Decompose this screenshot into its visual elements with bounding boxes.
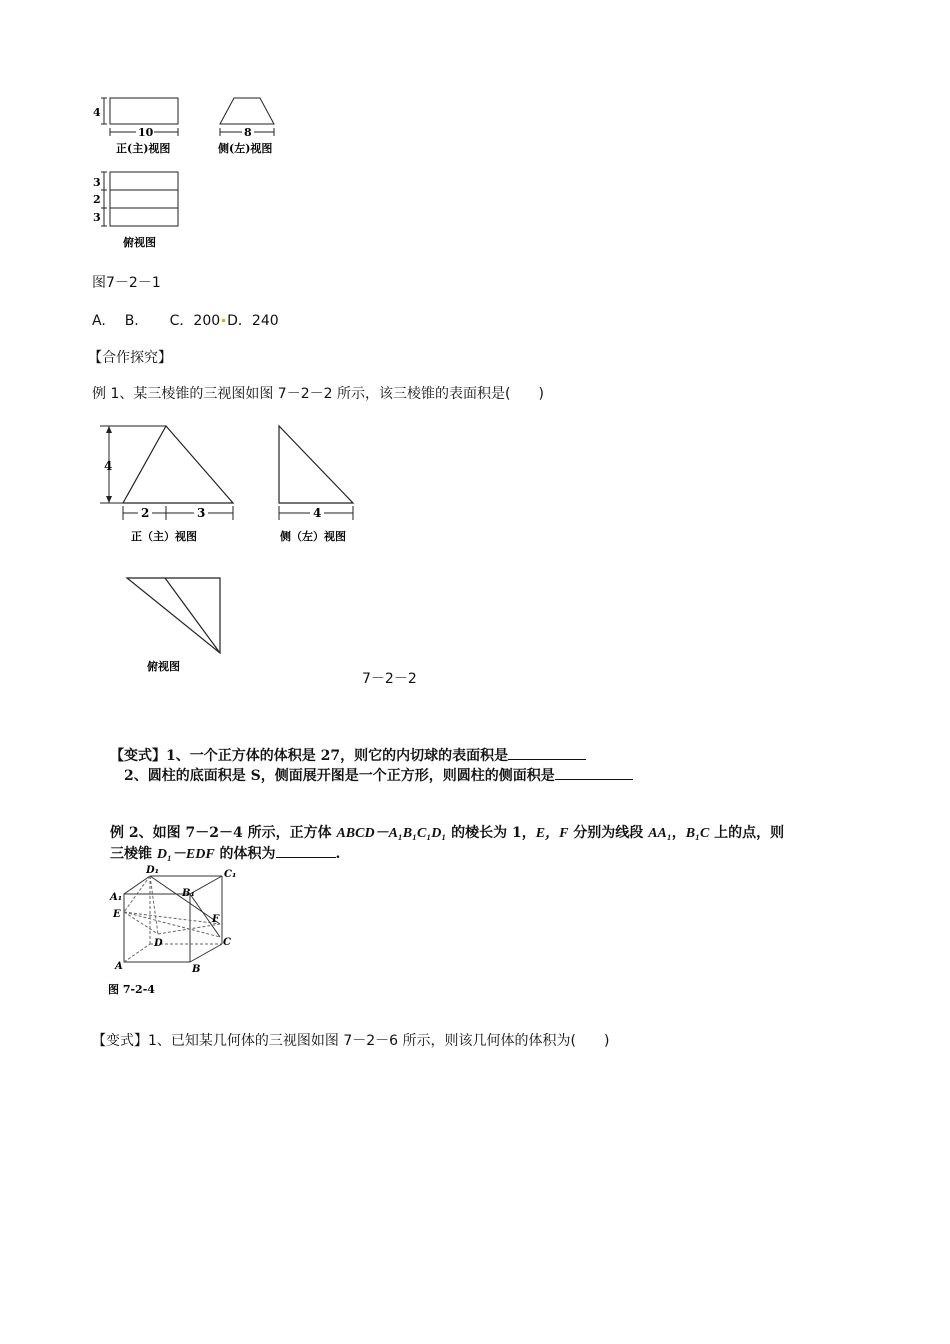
pt-F: F (212, 914, 220, 925)
e1-dim-a: 2 (141, 506, 150, 520)
e1-front-label: 正（主）视图 (131, 530, 197, 543)
fig1-dim-side: 8 (244, 126, 252, 139)
pt-B: B (192, 964, 201, 975)
pt-A1: A₁ (110, 892, 123, 903)
fig1-side-label: 侧(左)视图 (218, 142, 273, 155)
example2-line2: 三棱锥 D₁－EDF 的体积为 . (110, 843, 340, 863)
e1-dim-h: 4 (104, 459, 113, 473)
e1-side-label: 侧（左）视图 (280, 530, 346, 543)
fig1-dim-top-c: 3 (93, 211, 101, 224)
front-view-rect (110, 98, 178, 124)
pt-A: A (115, 961, 123, 972)
fig1-top-label: 俯视图 (123, 236, 156, 249)
example1-question: 例 1、某三棱锥的三视图如图 7－2－2 所示，该三棱锥的表面积是( ) (92, 386, 544, 402)
answer-choices (92, 310, 279, 330)
cube-caption: 图 7-2-4 (108, 983, 155, 996)
e1-dim-b: 3 (197, 506, 206, 520)
example1-caption: 7－2－2 (362, 671, 417, 687)
pt-C1: C₁ (224, 869, 237, 880)
e1-top-label: 俯视图 (147, 660, 180, 673)
figure-7-2-4-cube (108, 862, 248, 1002)
variant1-q1: 【变式】1、一个正方体的体积是 27，则它的内切球的表面积是 (110, 745, 586, 765)
fig1-dim-top-a: 3 (93, 176, 101, 189)
top-view-rect (110, 172, 178, 226)
variant2-question: 【变式】1、已知某几何体的三视图如图 7－2－6 所示，则该几何体的体积为( ) (92, 1033, 610, 1049)
pt-D1: D₁ (146, 865, 160, 876)
orange-dot (222, 319, 225, 322)
choice-b: B. (124, 313, 139, 329)
e1-front-triangle (123, 426, 233, 503)
example2-line1: 例 2、如图 7－2－4 所示，正方体 ABCD－A₁B₁C₁D₁ 的棱长为 1，E，F 分别为线段 AA₁，B₁C 上的点，则 (110, 825, 785, 841)
section-heading: 【合作探究】 (88, 350, 172, 366)
pt-B1: B₁ (182, 888, 195, 899)
e1-side-triangle (279, 426, 353, 503)
fig1-dim-height: 4 (93, 106, 101, 119)
fig1-front-label: 正(主)视图 (116, 142, 171, 155)
choice-a: A. (92, 313, 106, 329)
pt-D: D (154, 938, 163, 949)
figure-7-2-1 (88, 90, 288, 255)
fig1-caption: 图7－2－1 (92, 275, 161, 291)
variant1-q2: 2、圆柱的底面积是 S，侧面展开图是一个正方形，则圆柱的侧面积是 (124, 765, 633, 785)
side-view-trapezoid (220, 98, 274, 124)
choice-d: D．240 (227, 313, 279, 329)
choice-c: C．200 (169, 313, 221, 329)
fig1-dim-width: 10 (138, 126, 154, 139)
pt-C: C (223, 937, 231, 948)
fig1-dim-top-b: 2 (93, 193, 101, 206)
pt-E: E (113, 909, 121, 920)
figure-7-2-2 (90, 418, 380, 683)
e1-dim-side: 4 (313, 506, 322, 520)
